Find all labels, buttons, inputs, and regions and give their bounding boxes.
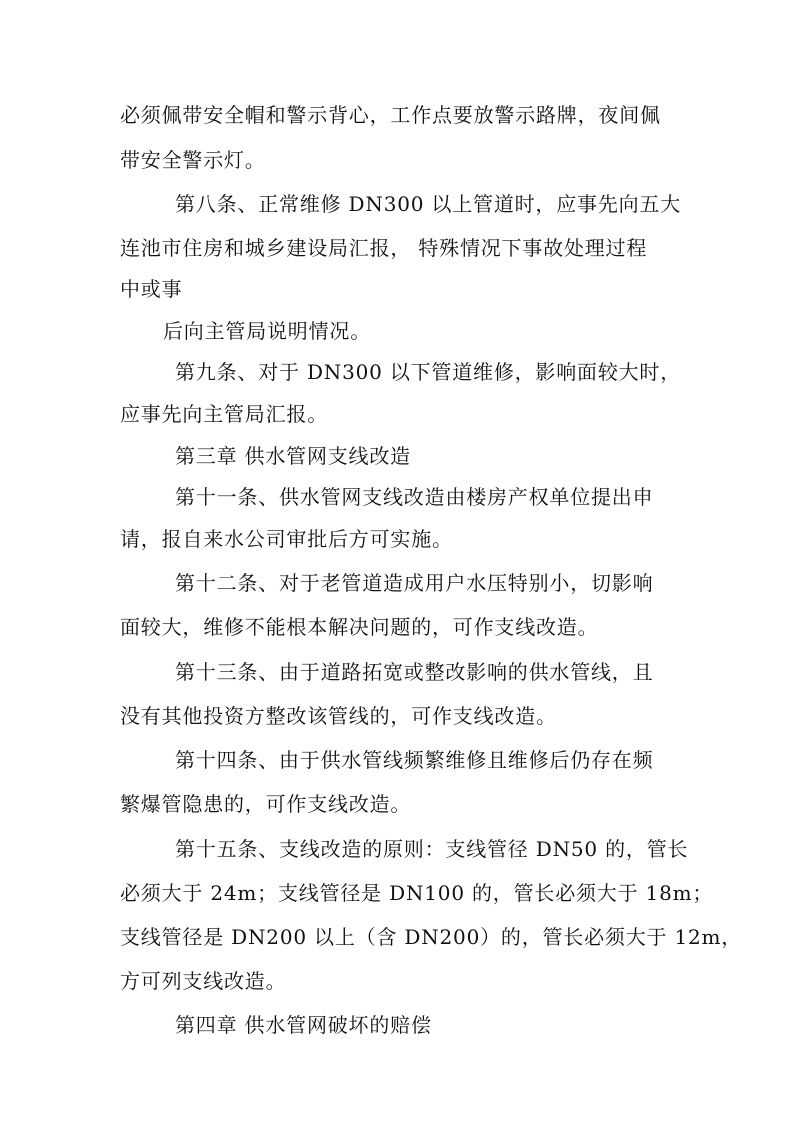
text-line: 请，报自来水公司审批后方可实施。 xyxy=(120,527,453,551)
article-15-heading-line: 第十五条、支线改造的原则：支线管径 DN50 的，管长 xyxy=(175,837,689,861)
text-line: 面较大，维修不能根本解决问题的，可作支线改造。 xyxy=(120,615,599,639)
article-11-heading-line: 第十一条、供水管网支线改造由楼房产权单位提出申 xyxy=(175,485,654,509)
text-line: 没有其他投资方整改该管线的，可作支线改造。 xyxy=(120,704,557,728)
text-line: 中或事 xyxy=(120,277,183,301)
text-line: 后向主管局说明情况。 xyxy=(163,319,371,343)
text-line: 方可列支线改造。 xyxy=(120,969,287,993)
text-line: 必须佩带安全帽和警示背心，工作点要放警示路牌，夜间佩 xyxy=(120,103,661,127)
article-13-heading-line: 第十三条、由于道路拓宽或整改影响的供水管线，且 xyxy=(175,660,654,684)
article-14-heading-line: 第十四条、由于供水管线频繁维修且维修后仍存在频 xyxy=(175,748,654,772)
text-line: 支线管径是 DN200 以上（含 DN200）的，管长必须大于 12m， xyxy=(120,925,743,949)
text-line: 连池市住房和城乡建设局汇报， 特殊情况下事故处理过程 xyxy=(120,236,648,260)
text-line: 应事先向主管局汇报。 xyxy=(120,402,328,426)
text-line: 带安全警示灯。 xyxy=(120,148,266,172)
text-line: 必须大于 24m；支线管径是 DN100 的，管长必须大于 18m； xyxy=(120,881,714,905)
article-12-heading-line: 第十二条、对于老管道造成用户水压特别小，切影响 xyxy=(175,571,654,595)
article-8-heading-line: 第八条、正常维修 DN300 以上管道时，应事先向五大 xyxy=(175,192,682,216)
article-9-heading-line: 第九条、对于 DN300 以下管道维修，影响面较大时， xyxy=(175,360,682,384)
chapter-4-title: 第四章 供水管网破坏的赔偿 xyxy=(175,1013,432,1037)
text-line: 繁爆管隐患的，可作支线改造。 xyxy=(120,792,412,816)
chapter-3-title: 第三章 供水管网支线改造 xyxy=(175,444,411,468)
